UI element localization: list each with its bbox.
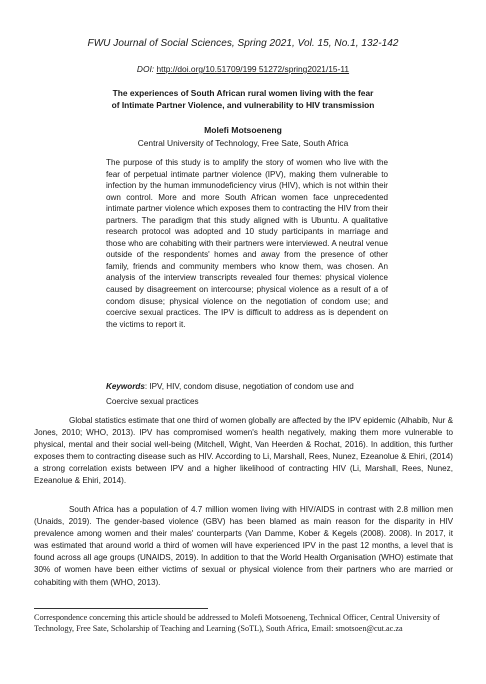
keywords [106,380,388,409]
body-paragraph-2 [34,504,453,589]
article-title [90,88,396,111]
footnote-divider [34,608,208,609]
keywords-text: : IPV, HIV, condom disuse, negotiation of condom use and Coercive sexual practices [106,382,354,406]
paragraph-text: South Africa has a population of 4.7 million women living with HIV/AIDS in contrast with 2.8 million men (Unaids, 2019). The gender-based violence (GBV) has been blamed as main reason for the disparity in HIV prevalence among women and their males' counterparts (Van Damme, Kober & Kegels (2008). 2008). In 2017, it was estimated that around world a third of women will have experienced IPV in the past 12 months, a level that is found across all age groups (UNAIDS, 2019). In addition to that the World Health Organisation (WHO) estimate that 30% of women have been either victims of sexual or physical violence from their partners who are married or cohabiting with them (WHO, 2013). [34,505,453,587]
body-paragraph-1 [34,415,453,488]
author-name: Molefi Motsoeneng [204,125,282,135]
abstract-text: The purpose of this study is to amplify the story of women who live with the fear of perpetual intimate partner violence (IPV), making them vulnerable to infection by the human immunodeficiency virus (HIV), which is not within their own control. More and more South African women face unprecedented intimate partner violence which exposes them to contracting the HIV from their partners. The paradigm that this study aligned with is Ubuntu. A qualitative research protocol was adopted and 10 study participants in marriage and those who are cohabiting with their partners were interviewed. A neutral venue outside of the respondents' homes and away from the presence of other family, friends and community members who know them, was chosen. An analysis of the interview transcripts revealed four themes: physical violence caused by disagreement on intercourse; physical violence as a result of a of condom disuse; physical violence on the negotiation of condom use; and coercive sexual practices. [106,158,388,318]
title-line-1: The experiences of South African rural women living with the fear [112,88,374,98]
abstract [106,157,388,330]
paragraph-text: Global statistics estimate that one third of women globally are affected by the IPV epidemic (Alhabib, Nur & Jones, 2010; WHO, 2013). IPV has compromised women's health negatively, making them more vulnerable to physical, mental and their social well-being (Mitchell, Wight, Van Heerden & Rochat, 2016). In addition, this further exposes them to contracting disease such as HIV. According to Li, Marshall, Rees, Nunez, Ezeanolue & Ehiri, (2014) a strong correlation exists between IPV and a higher likelihood of contracting HIV (Li, Marshall, Rees, Nunez, Ezeanolue & Ehiri, 2014). [34,416,453,486]
title-line-2: of Intimate Partner Violence, and vulnerability to HIV transmission [111,99,375,110]
doi-line [0,64,486,74]
keywords-label: Keywords [106,382,145,391]
abstract-closing: The IPV is difficult to address as is dependent on the victims to report it. [106,308,388,329]
correspondence-footnote: Correspondence concerning this article should be addressed to Molefi Motsoeneng, Technical Officer, Central University of Technology, Free Sate, Scholarship of Teaching and Learning (SoTL), South Africa, Email: smotsoen@cut.ac.za [34,613,440,633]
doi-link[interactable]: http://doi.org/10.51709/199 51272/spring2021/15-11 [156,64,350,74]
journal-citation: FWU Journal of Social Sciences, Spring 2021, Vol. 15, No.1, 132-142 [87,38,399,49]
author-affiliation: Central University of Technology, Free Sate, South Africa [137,138,349,148]
doi-label: DOI: [136,64,155,74]
